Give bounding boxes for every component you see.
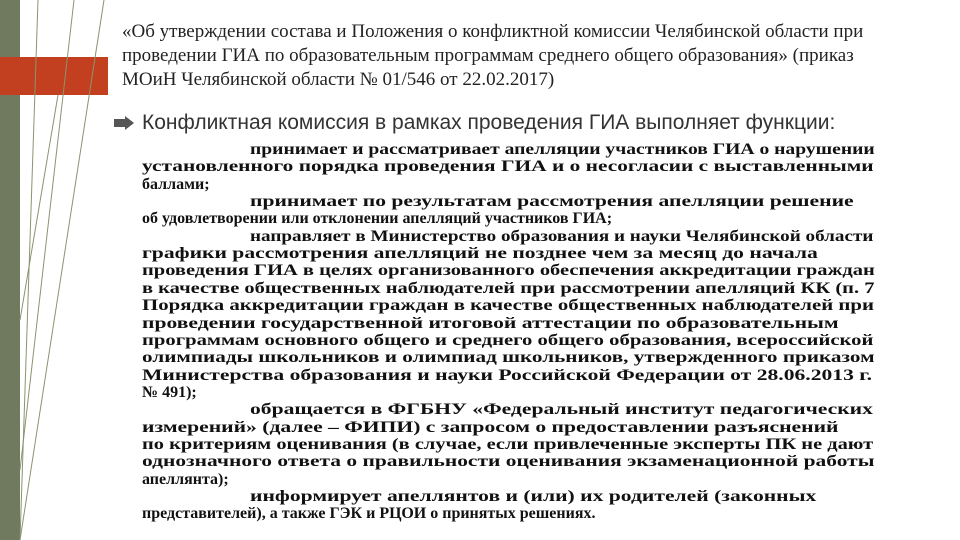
scan-text-line: принимает по результатам рассмотрения апелляции решение <box>250 193 854 211</box>
scan-text-line: информирует апеллянтов и (или) их родителей (законных <box>250 488 817 505</box>
scan-text-line: апеллянта); <box>142 470 229 488</box>
scan-text-line: графики рассмотрения апелляций не позднее чем за месяц до начала <box>142 245 818 263</box>
bullet-item <box>114 110 934 136</box>
bullet-text: Конфликтная комиссия в рамках проведения ГИА выполняет функции: <box>142 111 836 134</box>
scanned-document <box>136 138 886 540</box>
scan-text-line: однозначного ответа о правильности оценивания экзаменационной работы <box>142 453 875 471</box>
scan-text-line: олимпиады школьников и олимпиад школьников, утвержденного приказом <box>142 349 875 367</box>
slide-title: «Об утверждении состава и Положения о конфликтной комиссии Челябинской области при проведении ГИА по образовательным программам среднего общего образования» (приказ МОиН Челябинской области № 01/546 от 22.02.2017) <box>122 21 864 90</box>
scan-text-line: проведении государственной итоговой аттестации по образовательным <box>142 314 839 332</box>
scan-text-line: по критериям оценивания (в случае, если привлеченные эксперты ПК не дают <box>142 435 874 453</box>
scan-text-line: проведения ГИА в целях организованного обеспечения аккредитации граждан <box>142 262 875 280</box>
scan-text-line: измерений» (далее – ФИПИ) с запросом о предоставлении разъяснений <box>142 418 839 436</box>
scan-text-line: Порядка аккредитации граждан в качестве общественных наблюдателей при <box>142 297 875 315</box>
scan-text-line: обращается в ФГБНУ «Федеральный институт педагогических <box>250 401 873 419</box>
scan-text-line: установленного порядка проведения ГИА и о несогласии с выставленными <box>142 158 874 176</box>
arrow-right-icon <box>114 116 134 130</box>
scan-text-line: направляет в Министерство образования и науки Челябинской области <box>250 227 874 245</box>
scan-text-line: баллами; <box>142 175 210 193</box>
scan-text-line: принимает и рассматривает апелляции участников ГИА о нарушении <box>250 141 875 158</box>
scan-text-line: об удовлетворении или отклонении апелляций участников ГИА; <box>142 210 613 228</box>
scan-text-line: программам основного общего и среднего общего образования, всероссийской <box>142 331 874 349</box>
scan-text-line: в качестве общественных наблюдателей при рассмотрении апелляций КК (п. 7 <box>142 279 875 297</box>
scan-text-line: № 491); <box>142 383 197 401</box>
scan-text-line: представителей), а также ГЭК и РЦОИ о принятых решениях. <box>142 505 596 523</box>
scan-text-line: Министерства образования и науки Российской Федерации от 28.06.2013 г. <box>142 366 873 384</box>
decorative-lines <box>0 0 140 540</box>
